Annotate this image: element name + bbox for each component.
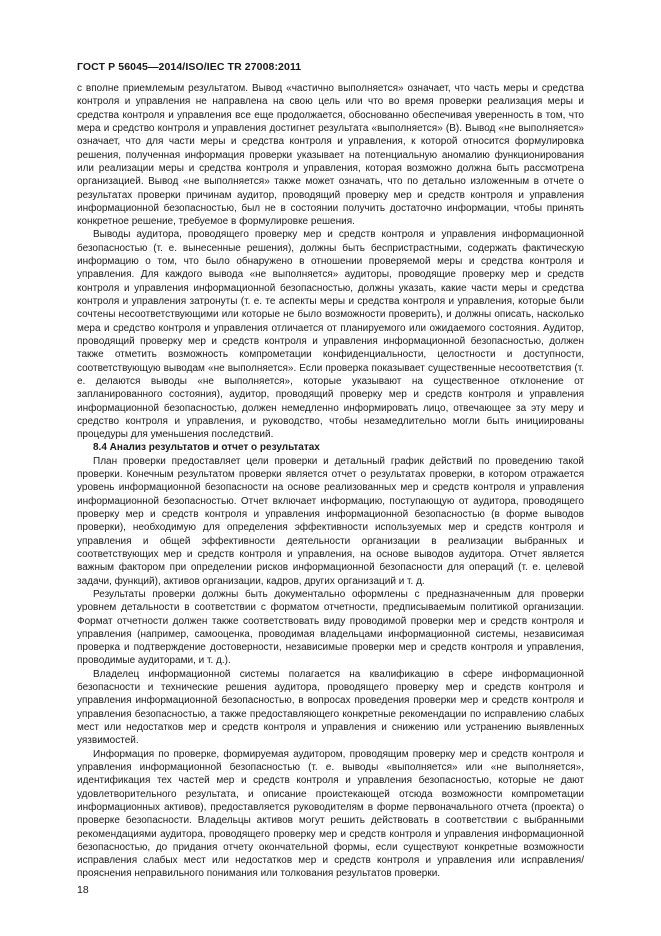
paragraph-continued: с вполне приемлемым результатом. Вывод «частично выполняется» означает, что часть меры и средства контроля и управления не направлена на свою цель или что во время проверки реализация меры и средства контроля и управления все еще продолжается, обоснованно обеспечивая уверенность в том, что мера и средство контроля и управления достигнет результата «выполняется» (В). Вывод «не выполняется» означает, что для части меры и средства контроля и управления, к которой относится формулировка решения, полученная информация проверки указывает на потенциальную аномалию функционирования или реализации меры и средства контроля и управления, которая возможно должна быть рассмотрена организацией. Вывод «не выполняется» также может означать, что по детально изложенным в отчете о результатах проверки причинам аудитор, проводящий проверку мер и средств контроля и управления информационной безопасностью, был не в состоянии получить достаточно информации, чтобы принять конкретное решение, требуемое в формулировке решения.: [77, 83, 584, 228]
page-number: 18: [77, 884, 89, 896]
section-heading: 8.4 Анализ результатов и отчет о результатах: [93, 442, 320, 454]
paragraph-audit-results: Результаты проверки должны быть документально оформлены с предназначенным для проверки уровнем детальности в соответствии с форматом отчетности, предписываемым политикой организации. Формат отчетности должен также соответствовать виду проводимой проверки мер и средств контроля и управления (например, самооценка, проводимая владельцами информационной системы, независимая проверка и подтверждение достоверности, независимые проверки мер и средств контроля и управления, проводимые аудиторами, и т. д.).: [77, 588, 584, 667]
page-body: [77, 82, 584, 881]
paragraph-audit-information: Информация по проверке, формируемая аудитором, проводящим проверку мер и средств контроля и управления информационной безопасностью (т. е. выводы «выполняется» или «не выполняется», идентификация тех частей мер и средств контроля и управления безопасностью, которые не дают удовлетворительного результата, и описание проистекающей отсюда возможности компрометации информационных активов), предоставляется руководителям в форме первоначального отчета (проекта) о проверке безопасности. Владельцы активов могут решить действовать в соответствии с выбранными рекомендациями аудитора, проводящего проверку мер и средств контроля и управления информационной безопасностью, до придания отчету окончательной формы, если существуют конкретные возможности исправления слабых мест или недостатков мер и средств контроля и управления или исправления/прояснения неправильного понимания или толкования результатов проверки.: [77, 748, 584, 880]
paragraph-audit-plan: План проверки предоставляет цели проверки и детальный график действий по проведению такой проверки. Конечным результатом проверки является отчет о результатах проверки, в котором отражается уровень информационной безопасности на основе реализованных мер и средств контроля и управления информационной безопасностью. Отчет включает информацию, поступающую от аудитора, проводящего проверку мер и средств контроля и управления информационной безопасностью (в форме выводов проверки), необходимую для определения эффективности используемых мер и средств контроля и управления и общей эффективности деятельности организации в реализации выбранных и соответствующих мер и средств контроля и управления, на основе выводов аудитора. Отчет является важным фактором при определении рисков информационной безопасности для операций (т. е. целевой задачи, функций), активов организации, кадров, других организаций и т. д.: [77, 455, 584, 587]
paragraph-auditor-conclusions: Выводы аудитора, проводящего проверку мер и средств контроля и управления информационной безопасностью (т. е. вынесенные решения), должны быть беспристрастными, содержать фактическую информацию о том, что было обнаружено в отношении проверяемой меры и средства контроля и управления. Для каждого вывода «не выполняется» аудиторы, проводящие проверку мер и средств контроля и управления информационной безопасностью, должны указать, какие части меры и средства контроля и управления затронуты (т. е. те аспекты меры и средства контроля и управления, которые были сочтены несоответствующими или которые не было возможности проверить), и должны описать, насколько мера и средство контроля и управления отличается от планируемого или ожидаемого состояния. Аудитор, проводящий проверку мер и средств контроля и управления информационной безопасностью, должен также отметить возможность компрометации конфиденциальности, целостности и доступности, соответствующую выводам «не выполняется». Если проверка показывает существенные несоответствия (т. е. делаются выводы «не выполняется», которые указывают на существенное отклонение от запланированного состояния), аудитор, проводящий проверку мер и средств контроля и управления информационной безопасностью, должен немедленно информировать лицо, отвечающее за эту меру и средство контроля и управления, и руководство, чтобы незамедлительно могли быть инициированы процедуры для уменьшения последствий.: [77, 229, 584, 441]
paragraph-system-owner: Владелец информационной системы полагается на квалификацию в сфере информационной безопасности и технические решения аудитора, проводящего проверку мер и средств контроля и управления информационной безопасностью, в вопросах проведения проверки мер и средств контроля и управления безопасностью, а также предоставляющего конкретные рекомендации по исправлению слабых мест или недостатков мер и средств контроля и управления и снижению или устранению выявленных уязвимостей.: [77, 668, 584, 747]
document-header: ГОСТ Р 56045—2014/ISO/IEC TR 27008:2011: [77, 61, 302, 73]
